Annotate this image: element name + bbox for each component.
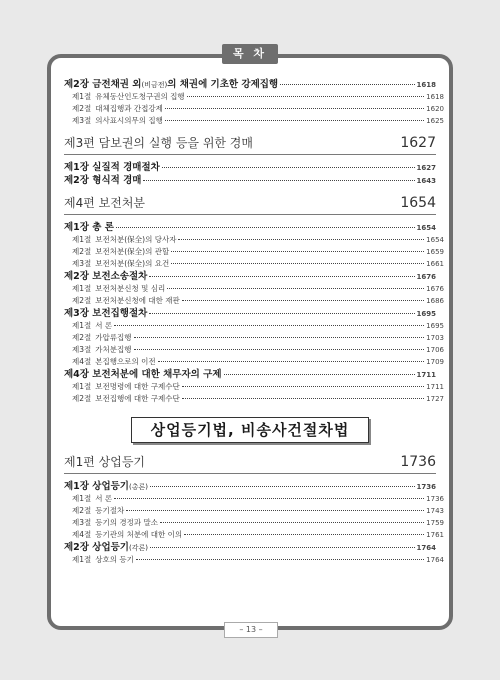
section-number: 제1절 — [72, 555, 92, 564]
chapter-entry[interactable] — [64, 78, 436, 91]
chapter-title: 총 론 — [92, 222, 114, 233]
chapter-title-rest: 의 채권에 기초한 강제집행 — [167, 79, 279, 90]
leader-dots — [165, 108, 424, 109]
section-title: 보전명령에 대한 구제수단 — [95, 382, 180, 391]
leader-dots — [165, 120, 424, 121]
part-title: 제1편 상업등기 — [64, 455, 146, 469]
section-entry[interactable] — [64, 320, 444, 332]
chapter-page: 1695 — [416, 310, 436, 318]
chapter-label-group — [64, 480, 148, 493]
section-number: 제3절 — [72, 259, 92, 268]
section-number: 제3절 — [72, 345, 92, 354]
part-page: 1627 — [400, 135, 436, 151]
leader-dots — [114, 498, 424, 499]
part-page: 1736 — [400, 454, 436, 470]
chapter-title: 보전집행절차 — [92, 308, 148, 319]
chapter-title: 보전소송절차 — [92, 271, 148, 282]
leader-dots — [280, 84, 414, 85]
leader-dots — [162, 167, 415, 168]
chapter-page: 1676 — [416, 273, 436, 281]
chapter-page: 1736 — [416, 483, 436, 491]
section-page: 1695 — [426, 322, 444, 330]
leader-dots — [160, 522, 424, 523]
section-label-group — [72, 529, 182, 541]
section-label-group — [72, 393, 180, 405]
leader-dots — [150, 486, 415, 487]
section-title: 상호의 등기 — [95, 555, 134, 564]
section-title: 서 론 — [95, 494, 113, 503]
section-number: 제2절 — [72, 247, 92, 256]
section-title: 가처분집행 — [95, 345, 132, 354]
chapter-label-group — [64, 368, 222, 381]
chapter-label-group — [64, 161, 160, 174]
section-number: 제3절 — [72, 116, 92, 125]
leader-dots — [126, 510, 424, 511]
section-entry[interactable] — [64, 554, 444, 566]
section-title: 보전처분(保全)의 관할 — [95, 247, 170, 256]
chapter-title: 보전처분에 대한 채무자의 구제 — [92, 369, 222, 380]
chapter-label-group — [64, 78, 278, 91]
chapter-entry[interactable] — [64, 174, 436, 187]
section-entry[interactable] — [64, 381, 444, 393]
leader-dots — [171, 263, 424, 264]
chapter-number: 제1장 — [64, 481, 89, 492]
chapter-number: 제2장 — [64, 542, 89, 553]
section-label-group — [72, 517, 158, 529]
section-entry[interactable] — [64, 103, 444, 115]
section-label-group — [72, 493, 112, 505]
section-number: 제4절 — [72, 357, 92, 366]
section-entry[interactable] — [64, 283, 444, 295]
section-number: 제3절 — [72, 518, 92, 527]
leader-dots — [182, 386, 424, 387]
section-title: 가압류집행 — [95, 333, 132, 342]
section-number: 제1절 — [72, 92, 92, 101]
chapter-title: 형식적 경매 — [92, 175, 142, 186]
section-label-group — [72, 332, 132, 344]
section-number: 제1절 — [72, 382, 92, 391]
section-page: 1743 — [426, 507, 444, 515]
chapter-entry[interactable] — [64, 270, 436, 283]
section-title: 서 론 — [95, 321, 113, 330]
part-heading[interactable] — [64, 194, 436, 215]
leader-dots — [167, 288, 424, 289]
chapter-number: 제2장 — [64, 79, 89, 90]
chapter-page: 1627 — [416, 164, 436, 172]
chapter-entry[interactable] — [64, 541, 436, 554]
section-entry[interactable] — [64, 91, 444, 103]
leader-dots — [116, 227, 415, 228]
section-label-group — [72, 246, 169, 258]
section-label-group — [72, 258, 169, 270]
chapter-label-group — [64, 541, 148, 554]
leader-dots — [114, 325, 424, 326]
section-page: 1727 — [426, 395, 444, 403]
chapter-number: 제1장 — [64, 222, 89, 233]
part-heading[interactable] — [64, 134, 436, 155]
page-number: – 13 – — [224, 622, 278, 638]
part-title: 제4편 보전처분 — [64, 196, 146, 210]
chapter-number: 제3장 — [64, 308, 89, 319]
section-entry[interactable] — [64, 517, 444, 529]
section-number: 제1절 — [72, 284, 92, 293]
section-title: 본집행으로의 이전 — [95, 357, 156, 366]
section-entry[interactable] — [64, 344, 444, 356]
toc-title-badge: 목 차 — [222, 44, 278, 64]
section-title: 대체집행과 간접강제 — [95, 104, 163, 113]
toc-content — [64, 78, 444, 566]
section-page: 1661 — [426, 260, 444, 268]
chapter-title: 금전채권 외 — [92, 79, 142, 90]
section-page: 1676 — [426, 285, 444, 293]
section-title: 보전집행에 대한 구제수단 — [95, 394, 180, 403]
section-title: 보전처분신청 및 심리 — [95, 284, 166, 293]
section-page: 1686 — [426, 297, 444, 305]
section-number: 제4절 — [72, 530, 92, 539]
part-title: 제3편 담보권의 실행 등을 위한 경매 — [64, 136, 253, 150]
section-title: 등기관의 처분에 대한 이의 — [95, 530, 183, 539]
chapter-label-group — [64, 307, 147, 320]
leader-dots — [143, 180, 414, 181]
section-label-group — [72, 356, 156, 368]
section-label-group — [72, 234, 176, 246]
leader-dots — [224, 374, 415, 375]
chapter-number: 제2장 — [64, 175, 89, 186]
leader-dots — [134, 349, 425, 350]
section-page: 1618 — [426, 93, 444, 101]
chapter-page: 1643 — [416, 177, 436, 185]
chapter-entry[interactable] — [64, 161, 436, 174]
section-title: 의사표시의무의 집행 — [95, 116, 163, 125]
leader-dots — [171, 251, 424, 252]
section-page: 1759 — [426, 519, 444, 527]
part-page: 1654 — [400, 195, 436, 211]
section-entry[interactable] — [64, 258, 444, 270]
section-label-group — [72, 283, 165, 295]
section-entry[interactable] — [64, 505, 444, 517]
section-page: 1625 — [426, 117, 444, 125]
section-number: 제1절 — [72, 494, 92, 503]
section-label-group — [72, 103, 163, 115]
section-label-group — [72, 381, 180, 393]
chapter-entry[interactable] — [64, 480, 436, 493]
section-number: 제2절 — [72, 296, 92, 305]
section-label-group — [72, 344, 132, 356]
chapter-entry[interactable] — [64, 221, 436, 234]
section-page: 1711 — [426, 383, 444, 391]
section-number: 제1절 — [72, 235, 92, 244]
leader-dots — [136, 559, 424, 560]
section-entry[interactable] — [64, 493, 444, 505]
leader-dots — [149, 276, 414, 277]
chapter-page: 1764 — [416, 544, 436, 552]
section-label-group — [72, 115, 163, 127]
chapter-number: 제4장 — [64, 369, 89, 380]
section-title: 보전처분(保全)의 당사자 — [95, 235, 177, 244]
leader-dots — [178, 239, 424, 240]
chapter-title-note: (총론) — [129, 483, 148, 491]
chapter-page: 1711 — [416, 371, 436, 379]
section-entry[interactable] — [64, 246, 444, 258]
section-page: 1709 — [426, 358, 444, 366]
chapter-title: 상업등기 — [92, 481, 129, 492]
section-title: 보전처분(保全)의 요건 — [95, 259, 170, 268]
section-label-group — [72, 320, 112, 332]
leader-dots — [158, 361, 425, 362]
chapter-page: 1654 — [416, 224, 436, 232]
section-label-group — [72, 554, 134, 566]
chapter-page: 1618 — [416, 81, 436, 89]
leader-dots — [187, 96, 425, 97]
section-entry[interactable] — [64, 295, 444, 307]
section-title: 유체동산인도청구권의 집행 — [95, 92, 185, 101]
section-number: 제2절 — [72, 104, 92, 113]
chapter-title-note: (비금전) — [141, 81, 168, 89]
chapter-label-group — [64, 221, 114, 234]
chapter-label-group — [64, 270, 147, 283]
law-banner: 상업등기법, 비송사건절차법 — [131, 417, 369, 443]
section-number: 제2절 — [72, 394, 92, 403]
section-title: 보전처분신청에 대한 재판 — [95, 296, 180, 305]
section-label-group — [72, 91, 185, 103]
chapter-title-note: (각론) — [129, 544, 148, 552]
section-page: 1620 — [426, 105, 444, 113]
section-number: 제2절 — [72, 333, 92, 342]
chapter-entry[interactable] — [64, 307, 436, 320]
section-page: 1703 — [426, 334, 444, 342]
section-label-group — [72, 295, 180, 307]
chapter-entry[interactable] — [64, 368, 436, 381]
section-title: 등기절차 — [95, 506, 125, 515]
section-page: 1654 — [426, 236, 444, 244]
chapter-number: 제2장 — [64, 271, 89, 282]
section-entry[interactable] — [64, 234, 444, 246]
leader-dots — [149, 313, 414, 314]
section-title: 등기의 경정과 말소 — [95, 518, 158, 527]
section-number: 제2절 — [72, 506, 92, 515]
section-page: 1706 — [426, 346, 444, 354]
section-number: 제1절 — [72, 321, 92, 330]
chapter-number: 제1장 — [64, 162, 89, 173]
leader-dots — [150, 547, 415, 548]
leader-dots — [184, 534, 424, 535]
leader-dots — [134, 337, 425, 338]
section-page: 1736 — [426, 495, 444, 503]
chapter-title: 실질적 경매절차 — [92, 162, 160, 173]
section-page: 1659 — [426, 248, 444, 256]
section-entry[interactable] — [64, 393, 444, 405]
section-entry[interactable] — [64, 529, 444, 541]
leader-dots — [182, 398, 424, 399]
section-page: 1761 — [426, 531, 444, 539]
chapter-label-group — [64, 174, 141, 187]
section-entry[interactable] — [64, 332, 444, 344]
part-heading[interactable] — [64, 453, 436, 474]
chapter-title: 상업등기 — [92, 542, 129, 553]
section-page: 1764 — [426, 556, 444, 564]
section-label-group — [72, 505, 124, 517]
section-entry[interactable] — [64, 115, 444, 127]
section-entry[interactable] — [64, 356, 444, 368]
leader-dots — [182, 300, 424, 301]
